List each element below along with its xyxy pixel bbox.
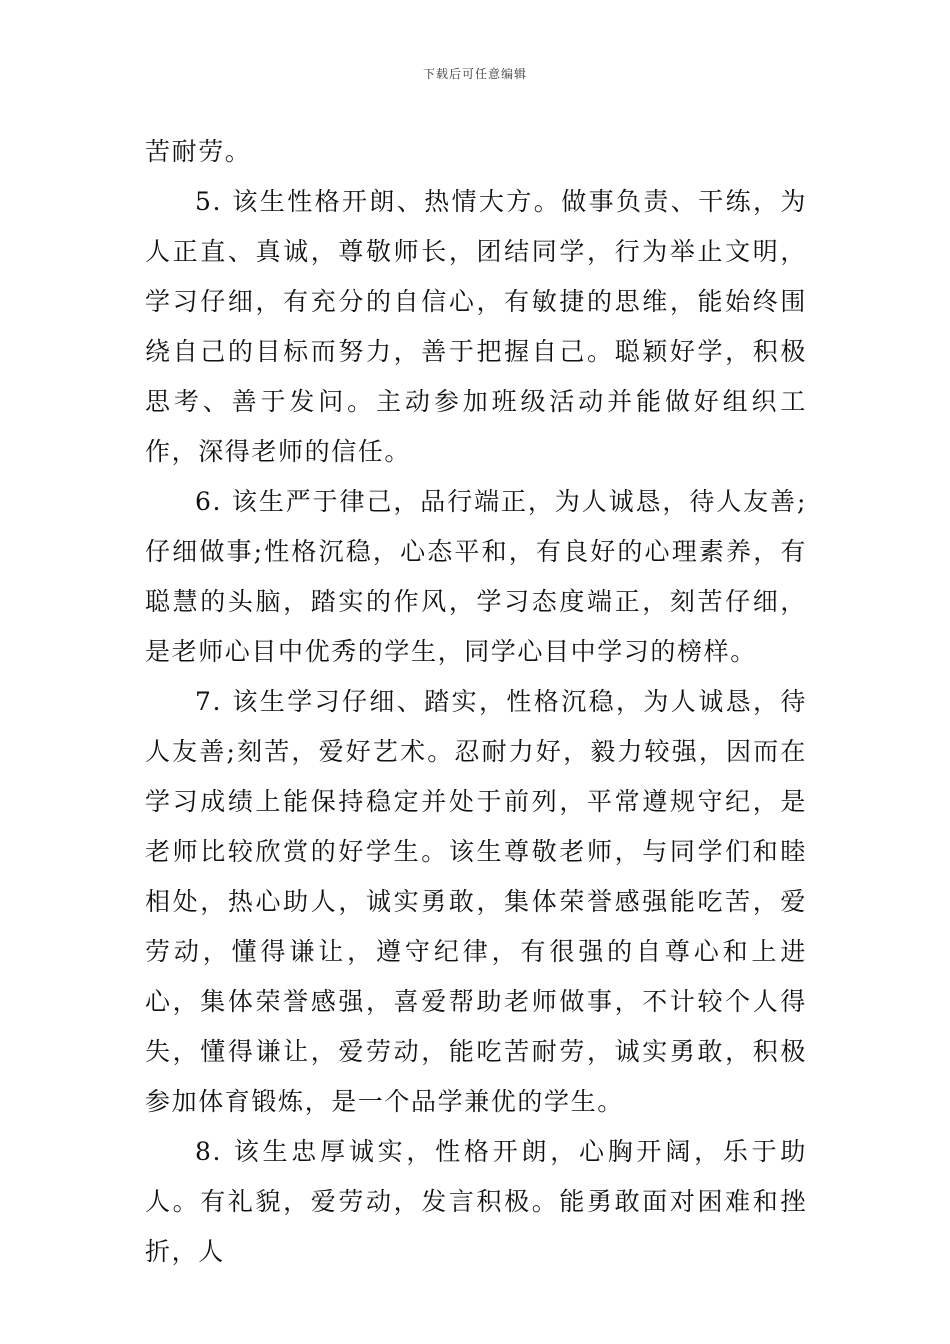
document-body: [145, 127, 807, 1277]
page-header-note: 下载后可任意编辑: [422, 67, 527, 81]
paragraph-item-7: 7. 该生学习仔细、踏实，性格沉稳，为人诚恳，待人友善;刻苦，爱好艺术。忍耐力好，毅力较强，因而在学习成绩上能保持稳定并处于前列，平常遵规守纪，是老师比较欣赏的好学生。该生尊敬老师，与同学们和睦相处，热心助人，诚实勇敢，集体荣誉感强能吃苦，爱劳动，懂得谦让，遵守纪律，有很强的自尊心和上进心，集体荣誉感强，喜爱帮助老师做事，不计较个人得失，懂得谦让，爱劳动，能吃苦耐劳，诚实勇敢，积极参加体育锻炼，是一个品学兼优的学生。: [145, 687, 807, 1116]
paragraph-item-6: 6. 该生严于律己，品行端正，为人诚恳，待人友善;仔细做事;性格沉稳，心态平和，有良好的心理素养，有聪慧的头脑，踏实的作风，学习态度端正，刻苦仔细，是老师心目中优秀的学生，同学心目中学习的榜样。: [145, 487, 807, 666]
paragraph-item-8: 8. 该生忠厚诚实，性格开朗，心胸开阔，乐于助人。有礼貌，爱劳动，发言积极。能勇敢面对困难和挫折，人: [145, 1137, 807, 1266]
paragraph-item-5: 5. 该生性格开朗、热情大方。做事负责、干练，为人正直、真诚，尊敬师长，团结同学，行为举止文明，学习仔细，有充分的自信心，有敏捷的思维，能始终围绕自己的目标而努力，善于把握自己。聪颖好学，积极思考、善于发问。主动参加班级活动并能做好组织工作，深得老师的信任。: [145, 187, 807, 466]
paragraph-continuation: 苦耐劳。: [145, 137, 252, 166]
